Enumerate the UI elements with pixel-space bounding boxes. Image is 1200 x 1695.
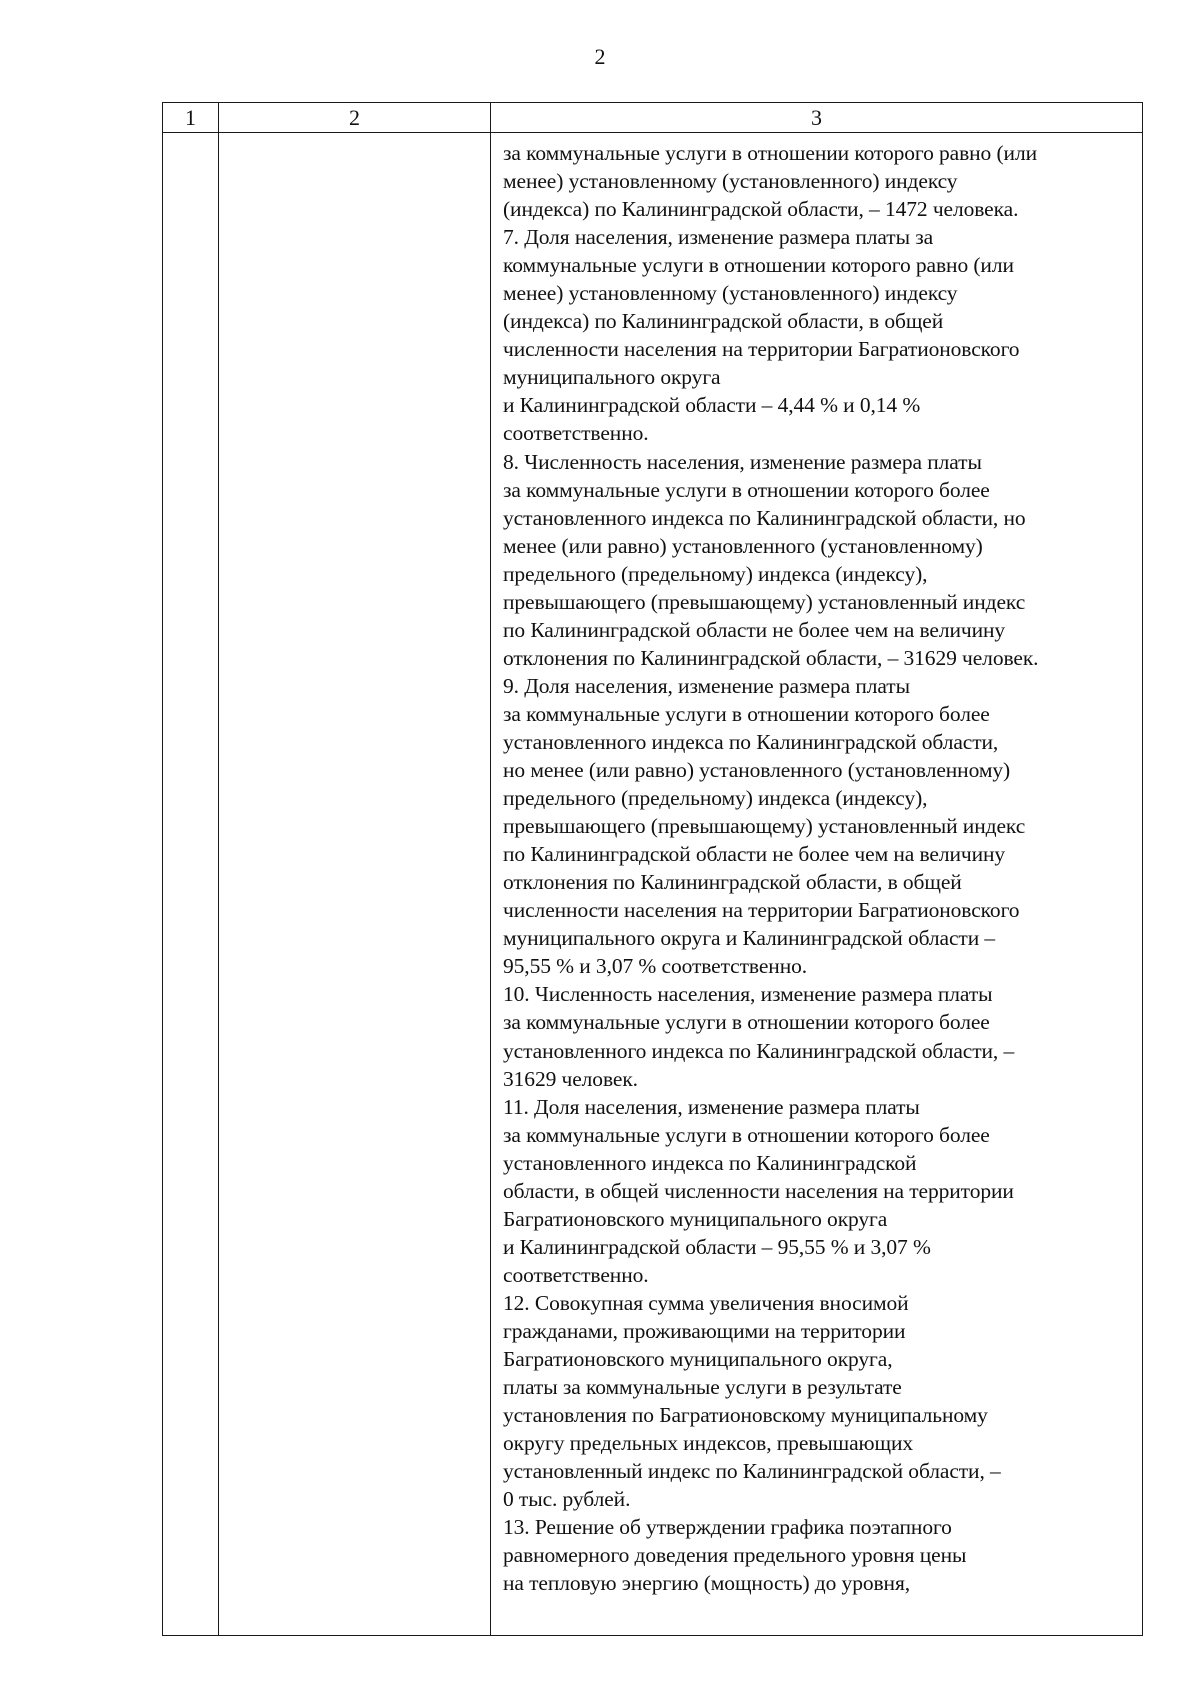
text-line: по Калининградской области не более чем на величину	[503, 617, 1006, 642]
table-body-row	[163, 133, 1143, 1636]
text-line: 0 тыс. рублей.	[503, 1487, 631, 1512]
text-line: (индекса) по Калининградской области, – 1472 человека.	[503, 197, 1019, 222]
text-line: муниципального округа	[503, 365, 721, 390]
text-line: установленного индекса по Калининградской области,	[503, 729, 999, 754]
text-line: менее) установленному (установленного) индексу	[503, 169, 958, 194]
text-line: 11. Доля населения, изменение размера платы	[503, 1094, 920, 1119]
column-header-3: 3	[491, 103, 1143, 133]
text-line: 12. Совокупная сумма увеличения вносимой	[503, 1290, 909, 1315]
text-line: коммунальные услуги в отношении которого равно (или	[503, 253, 1014, 278]
text-line: за коммунальные услуги в отношении которого более	[503, 1122, 990, 1147]
text-line: муниципального округа и Калининградской области –	[503, 926, 996, 951]
text-line: области, в общей численности населения на территории	[503, 1178, 1014, 1203]
text-line: 9. Доля населения, изменение размера платы	[503, 673, 910, 698]
text-line: установленного индекса по Калининградской области, но	[503, 505, 1026, 530]
table-header-row	[163, 103, 1143, 133]
page-number: 2	[594, 44, 606, 69]
text-line: установления по Багратионовскому муниципальному	[503, 1403, 988, 1428]
text-line: предельного (предельному) индекса (индексу),	[503, 561, 928, 586]
text-line: численности населения на территории Багратионовского	[503, 898, 1020, 923]
cell-column-1	[163, 133, 219, 1636]
text-line: 13. Решение об утверждении графика поэтапного	[503, 1515, 952, 1540]
text-line: за коммунальные услуги в отношении которого более	[503, 477, 990, 502]
text-line: установленного индекса по Калининградской	[503, 1150, 917, 1175]
text-line: и Калининградской области – 4,44 % и 0,14 %	[503, 393, 921, 418]
text-line: по Калининградской области не более чем на величину	[503, 842, 1006, 867]
cell-text-block	[503, 139, 1134, 1597]
text-line: превышающего (превышающему) установленный индекс	[503, 589, 1026, 614]
text-line: (индекса) по Калининградской области, в общей	[503, 309, 944, 334]
text-line: установленного индекса по Калининградской области, –	[503, 1038, 1015, 1063]
text-line: соответственно.	[503, 1262, 649, 1287]
text-line: Багратионовского муниципального округа,	[503, 1347, 893, 1372]
column-header-2: 2	[219, 103, 491, 133]
text-line: за коммунальные услуги в отношении которого более	[503, 701, 990, 726]
text-line: равномерного доведения предельного уровня цены	[503, 1543, 967, 1568]
text-line: 8. Численность населения, изменение размера платы	[503, 449, 982, 474]
column-header-1: 1	[163, 103, 219, 133]
text-line: установленный индекс по Калининградской области, –	[503, 1459, 1001, 1484]
text-line: 31629 человек.	[503, 1066, 638, 1091]
cell-column-2	[219, 133, 491, 1636]
text-line: и Калининградской области – 95,55 % и 3,07 %	[503, 1234, 931, 1259]
text-line: 10. Численность населения, изменение размера платы	[503, 982, 993, 1007]
text-line: численности населения на территории Багратионовского	[503, 337, 1020, 362]
text-line: 7. Доля населения, изменение размера платы за	[503, 225, 934, 250]
text-line: гражданами, проживающими на территории	[503, 1318, 906, 1343]
text-line: за коммунальные услуги в отношении которого более	[503, 1010, 990, 1035]
text-line: предельного (предельному) индекса (индексу),	[503, 786, 928, 811]
document-table	[162, 102, 1143, 1636]
text-line: отклонения по Калининградской области, – 31629 человек.	[503, 645, 1039, 670]
text-line: менее (или равно) установленного (установленному)	[503, 533, 983, 558]
text-line: отклонения по Калининградской области, в общей	[503, 870, 962, 895]
text-line: 95,55 % и 3,07 % соответственно.	[503, 954, 808, 979]
cell-column-3	[491, 133, 1143, 1636]
text-line: менее) установленному (установленного) индексу	[503, 281, 958, 306]
text-line: соответственно.	[503, 421, 649, 446]
text-line: на тепловую энергию (мощность) до уровня,	[503, 1571, 911, 1596]
text-line: превышающего (превышающему) установленный индекс	[503, 814, 1026, 839]
text-line: округу предельных индексов, превышающих	[503, 1431, 914, 1456]
text-line: но менее (или равно) установленного (установленному)	[503, 758, 1011, 783]
text-line: платы за коммунальные услуги в результате	[503, 1375, 902, 1400]
text-line: Багратионовского муниципального округа	[503, 1206, 888, 1231]
text-line: за коммунальные услуги в отношении которого равно (или	[503, 141, 1037, 165]
